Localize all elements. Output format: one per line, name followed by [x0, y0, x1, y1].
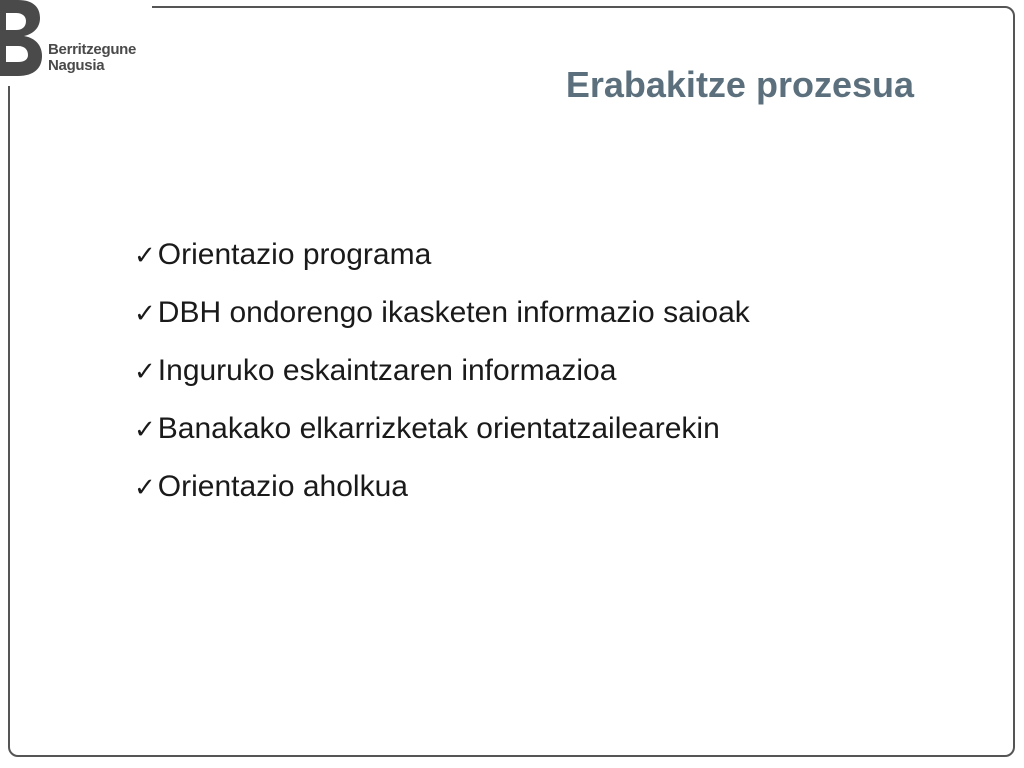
check-mark-icon: ✓ [134, 473, 156, 503]
logo [0, 0, 152, 86]
bullet-item [134, 470, 750, 528]
bullet-list [134, 238, 750, 528]
bullet-text: Banakako elkarrizketak orientatzailearekin [157, 412, 720, 445]
bullet-item [134, 296, 750, 354]
bullet-item [134, 412, 750, 470]
check-mark-icon: ✓ [134, 357, 156, 387]
berritzegune-logo-icon [0, 0, 44, 76]
bullet-text: Inguruko eskaintzaren informazioa [157, 354, 617, 387]
slide-title: Erabakitze prozesua [565, 64, 914, 105]
bullet-text: DBH ondorengo ikasketen informazio saioak [157, 296, 750, 329]
bullet-item [134, 354, 750, 412]
bullet-item [134, 238, 750, 296]
check-mark-icon: ✓ [134, 299, 156, 329]
check-mark-icon: ✓ [134, 241, 156, 271]
logo-text [48, 42, 136, 74]
logo-line-1: Berritzegune [48, 41, 137, 58]
check-mark-icon: ✓ [134, 415, 156, 445]
bullet-text: Orientazio aholkua [157, 470, 408, 503]
bullet-text: Orientazio programa [157, 238, 432, 271]
logo-line-2: Nagusia [48, 57, 105, 74]
